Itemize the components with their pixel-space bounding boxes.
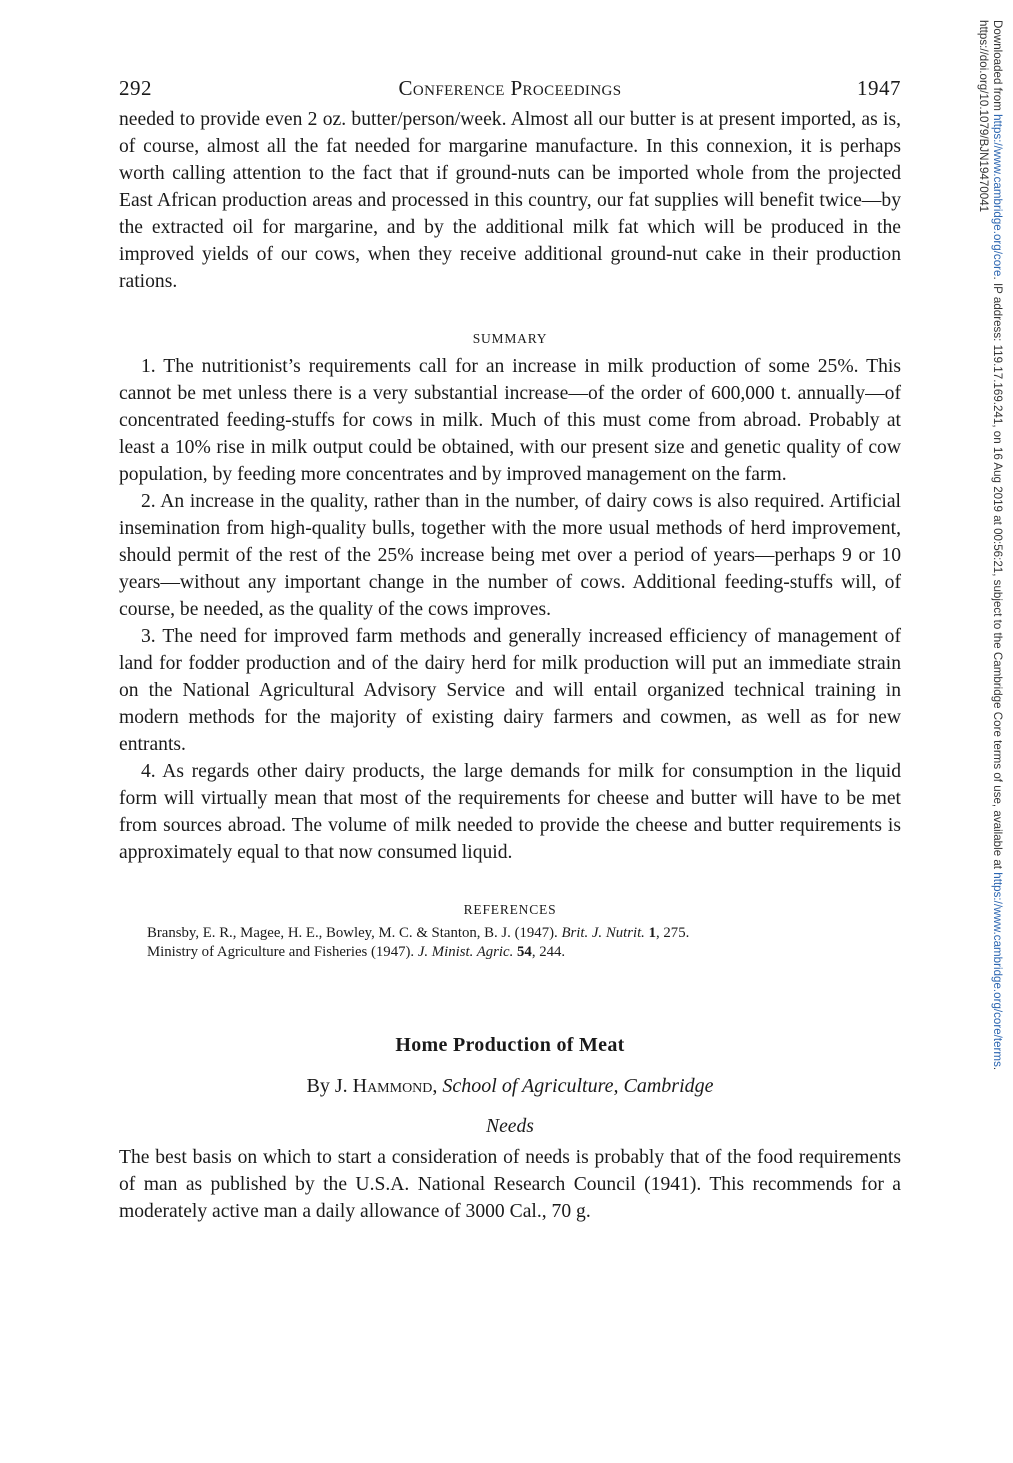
section-heading-needs: Needs bbox=[486, 1116, 534, 1137]
terms-link[interactable]: https://www.cambridge.org/core/terms bbox=[991, 872, 1004, 1067]
summary-item-3: 3. The need for improved farm methods and generally increased efficiency of management of land for fodder production and of the dairy herd for milk production will put an immediate strain on the National Agricultural Advisory Service and will entail organized technical training in modern methods for the majority of existing dairy farmers and cowmen, as well as for new entrants. bbox=[119, 626, 901, 755]
article-title: Home Production of Meat bbox=[395, 1034, 625, 1056]
summary-item-4: 4. As regards other dairy products, the large demands for milk for consumption in the liquid form will virtually mean that most of the requirements for cheese and butter will have to be met from sources abroad. The volume of milk needed to provide the cheese and butter requirements is approximately equal to that now consumed liquid. bbox=[119, 761, 901, 863]
author-name: Hammond bbox=[352, 1075, 433, 1097]
intro-paragraph: needed to provide even 2 oz. butter/person/week. Almost all our butter is at present imported, as is, of course, almost all the fat needed for margarine manufacture. In this connexion, it is perhaps worth calling attention to the fact that if ground-nuts can be imported whole from the projected East African production areas and processed in this country, our fat supplies will benefit twice—by the extracted oil for margarine, and by the additional milk fat which will be produced in the improved yields of our cows, when they receive additional ground-nut cake in their production rations. bbox=[119, 109, 901, 292]
running-header bbox=[119, 76, 901, 106]
author-affiliation: School of Agriculture, Cambridge bbox=[442, 1075, 714, 1097]
byline-prefix: By J. bbox=[306, 1075, 348, 1097]
page-content bbox=[119, 76, 901, 1225]
references-heading: REFERENCES bbox=[463, 902, 557, 917]
reference-list bbox=[147, 924, 901, 962]
summary-heading: SUMMARY bbox=[472, 331, 548, 346]
doi-link[interactable]: https://doi.org/10.1079/BJN19470041 bbox=[977, 20, 990, 213]
download-notice-line1: Downloaded from https://www.cambridge.org/core. IP address: 119.17.169.241, on 16 Aug 2019 at 00:56:21, subject to the Cambridge Core terms of use, available at https://www.cambridge.org/core/terms. bbox=[991, 20, 1004, 1071]
summary-item-2: 2. An increase in the quality, rather than in the number, of dairy cows is also required. Artificial insemination from high-quality bulls, together with the more usual methods of herd improvement, should permit of the rest of the 25% increase being met over a period of years—perhaps 9 or 10 years—without any important change in the number of cows. Additional feeding-stuffs will, of course, be needed, as the quality of the cows improves. bbox=[119, 491, 901, 620]
cambridge-core-link[interactable]: https://www.cambridge.org/core bbox=[991, 114, 1004, 277]
reference-item: Bransby, E. R., Magee, H. E., Bowley, M. C. & Stanton, B. J. (1947). Brit. J. Nutrit. 1, 275. bbox=[147, 925, 690, 941]
header-year: 1947 bbox=[857, 76, 901, 100]
journal-title: Conference Proceedings bbox=[398, 76, 622, 100]
reference-item: Ministry of Agriculture and Fisheries (1947). J. Minist. Agric. 54, 244. bbox=[147, 944, 566, 960]
article-body: The best basis on which to start a consideration of needs is probably that of the food requirements of man as published by the U.S.A. National Research Council (1941). This recommends for a moderately active man a daily allowance of 3000 Cal., 70 g. bbox=[119, 1147, 901, 1222]
page-number: 292 bbox=[119, 76, 152, 100]
summary-item-1: 1. The nutritionist’s requirements call for an increase in milk production of some 25%. This cannot be met unless there is a very substantial increase—of the order of 600,000 t. annually—of concentrated feeding-stuffs for cows in milk. Much of this must come from abroad. Probably at least a 10% rise in milk output could be obtained, with our present size and genetic quality of cow population, by feeding more concentrates and by improved management on the farm. bbox=[119, 356, 901, 485]
download-notice bbox=[976, 20, 1004, 1070]
article-byline: By J. Hammond, School of Agriculture, Cambridge bbox=[306, 1075, 714, 1097]
